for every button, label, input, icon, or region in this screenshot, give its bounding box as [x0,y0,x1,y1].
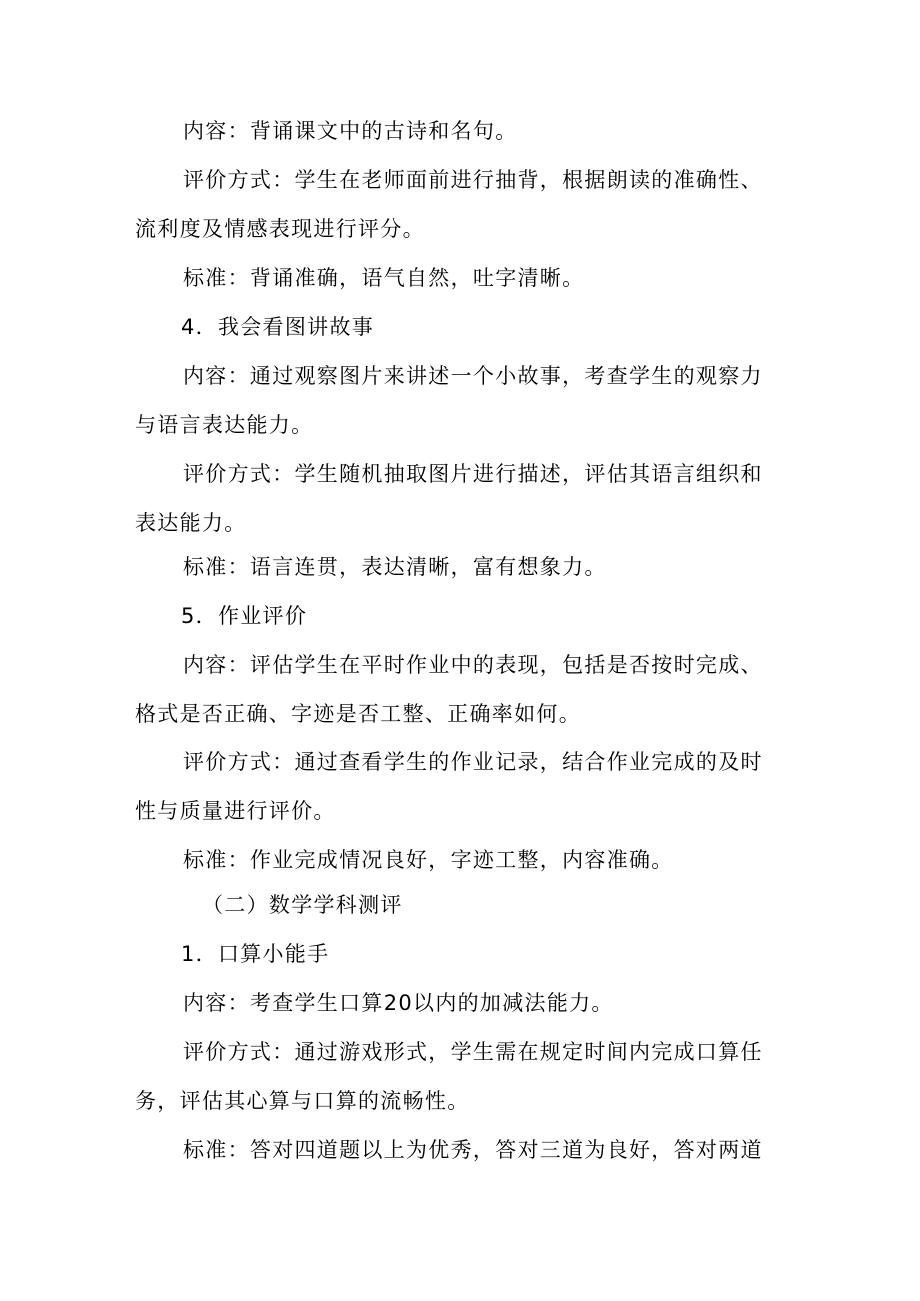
subject-heading-math: （二）数学学科测评 [202,893,403,917]
evaluation-method-continuation: 流利度及情感表现进行评分。 [135,217,425,241]
evaluation-method-line: 评价方式：通过游戏形式，学生需在规定时间内完成口算任 [183,1040,763,1064]
evaluation-method-continuation: 性与质量进行评价。 [135,799,336,823]
standard-line: 标准：背诵准确，语气自然，吐字清晰。 [183,266,585,290]
content-continuation: 与语言表达能力。 [135,413,314,437]
section-heading-4: 4．我会看图讲故事 [181,315,375,339]
content-line: 内容：考查学生口算20以内的加减法能力。 [183,991,614,1015]
section-heading-5: 5．作业评价 [181,604,308,628]
content-line: 内容：背诵课文中的古诗和名句。 [183,119,518,143]
standard-line: 标准：语言连贯，表达清晰，富有想象力。 [183,555,607,579]
standard-line: 标准：答对四道题以上为优秀，答对三道为良好，答对两道 [183,1138,763,1162]
evaluation-method-line: 评价方式：学生在老师面前进行抽背，根据朗读的准确性、 [183,168,763,192]
evaluation-method-continuation: 务，评估其心算与口算的流畅性。 [135,1089,470,1113]
evaluation-method-line: 评价方式：通过查看学生的作业记录，结合作业完成的及时 [183,750,763,774]
section-heading-1: 1．口算小能手 [181,942,330,966]
standard-line: 标准：作业完成情况良好，字迹工整，内容准确。 [183,848,674,872]
content-line: 内容：评估学生在平时作业中的表现，包括是否按时完成、 [183,653,763,677]
content-continuation: 格式是否正确、字迹是否工整、正确率如何。 [135,702,581,726]
evaluation-method-continuation: 表达能力。 [135,511,247,535]
evaluation-method-line: 评价方式：学生随机抽取图片进行描述，评估其语言组织和 [183,462,763,486]
content-line: 内容：通过观察图片来讲述一个小故事，考查学生的观察力 [183,364,763,388]
